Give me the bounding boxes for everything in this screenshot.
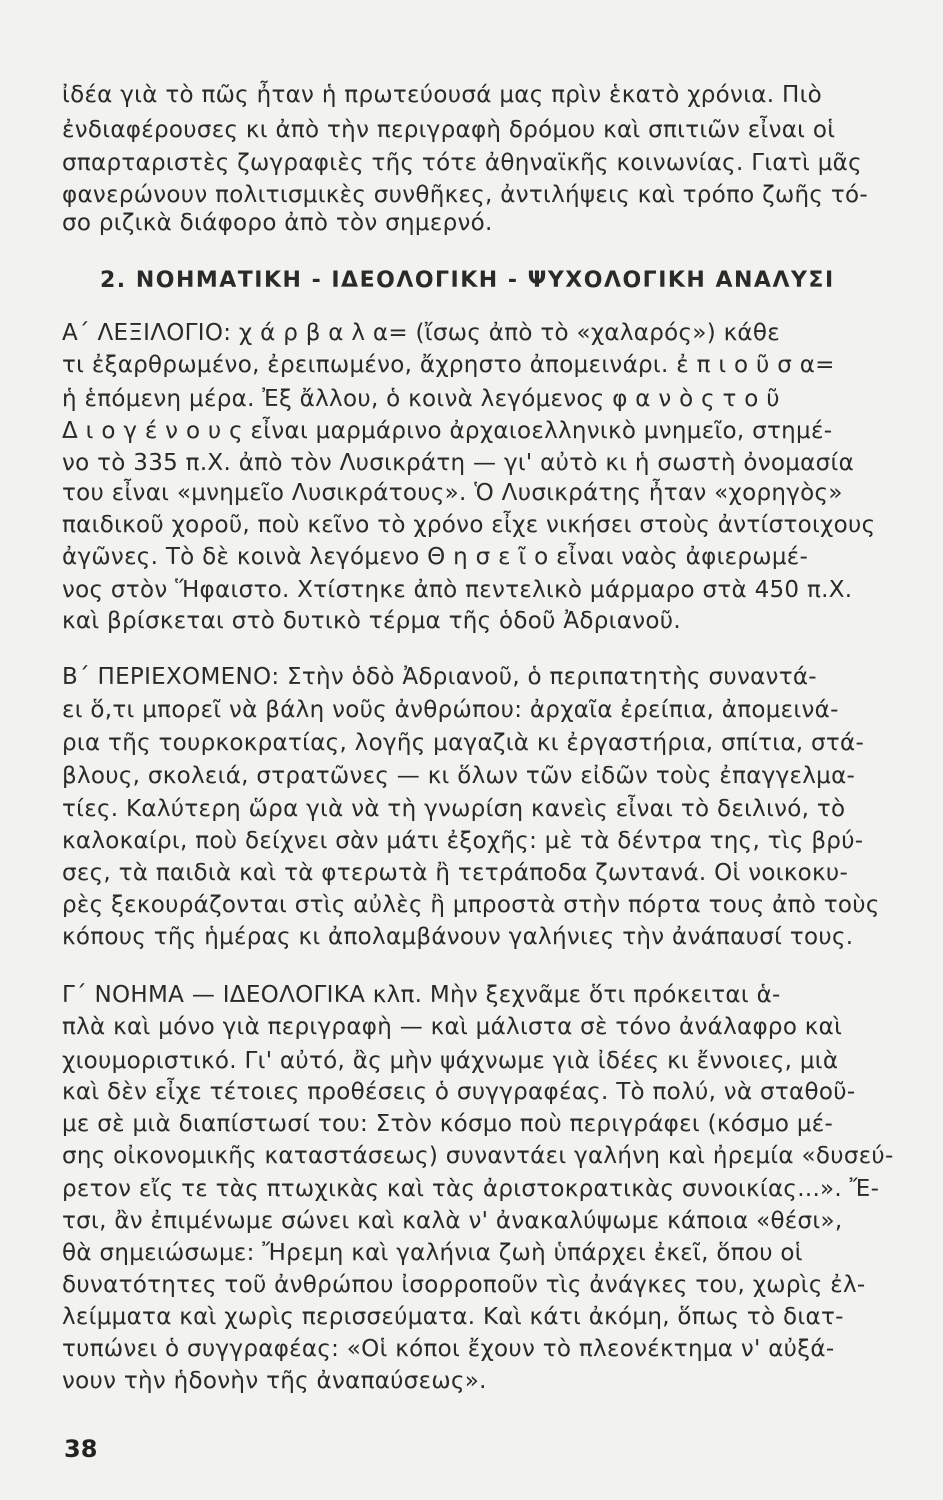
text-line: λείμματα καὶ χωρὶς περισσεύματα. Καὶ κάτι ἀκόμη, ὅπως τὸ διατ- (62, 1304, 844, 1330)
page-number: 38 (64, 1435, 98, 1463)
text-line: κόπους τῆς ἡμέρας κι ἀπολαμβάνουν γαλήνιες τὴν ἀνάπαυσί τους. (62, 924, 854, 950)
text-line: νος στὸν Ἥφαιστο. Χτίστηκε ἀπὸ πεντελικὸ μάρμαρο στὰ 450 π.Χ. (62, 577, 853, 603)
text-line: Γ΄ ΝΟΗΜΑ — ΙΔΕΟΛΟΓΙΚΑ κλπ. Μὴν ξεχνᾶμε ὅτι πρόκειται ἁ- (62, 982, 781, 1008)
text-line: ἰδέα γιὰ τὸ πῶς ἦταν ἡ πρωτεύουσά μας πρὶν ἑκατὸ χρόνια. Πιὸ (62, 82, 823, 108)
text-line: τι ἐξαρθρωμένο, ἐρειπωμένο, ἄχρηστο ἀπομεινάρι. ἐ π ι ο ῦ σ α= (62, 352, 835, 378)
text-line: σπαρταριστὲς ζωγραφιὲς τῆς τότε ἀθηναϊκῆς κοινωνίας. Γιατὶ μᾶς (62, 150, 862, 176)
text-line: Β΄ ΠΕΡΙΕΧΟΜΕΝΟ: Στὴν ὁδὸ Ἀδριανοῦ, ὁ περιπατητὴς συναντά- (62, 664, 817, 690)
text-line: καὶ δὲν εἶχε τέτοιες προθέσεις ὁ συγγραφέας. Τὸ πολύ, νὰ σταθοῦ- (62, 1079, 856, 1105)
text-line: παιδικοῦ χοροῦ, ποὺ κεῖνο τὸ χρόνο εἶχε νικήσει στοὺς ἀντίστοιχους (62, 512, 876, 538)
text-line: χιουμοριστικό. Γι' αὐτό, ἂς μὴν ψάχνωμε γιὰ ἰδέες κι ἔννοιες, μιὰ (62, 1048, 839, 1074)
text-line: τίες. Καλύτερη ὥρα γιὰ νὰ τὴ γνωρίση κανεὶς εἶναι τὸ δειλινό, τὸ (62, 796, 846, 822)
text-line: Δ ι ο γ έ ν ο υ ς εἶναι μαρμάρινο ἀρχαιοελληνικὸ μνημεῖο, στημέ- (62, 418, 833, 444)
text-line: βλους, σκολειά, στρατῶνες — κι ὅλων τῶν εἰδῶν τοὺς ἐπαγγελμα- (62, 763, 856, 789)
text-line: ἀγῶνες. Τὸ δὲ κοινὰ λεγόμενο Θ η σ ε ῖ ο εἶναι ναὸς ἀφιερωμέ- (62, 544, 809, 570)
text-line: ρια τῆς τουρκοκρατίας, λογῆς μαγαζιὰ κι ἐργαστήρια, σπίτια, στά- (62, 730, 865, 756)
text-line: καὶ βρίσκεται στὸ δυτικὸ τέρμα τῆς ὁδοῦ Ἀδριανοῦ. (62, 608, 681, 634)
text-line: νουν τὴν ἡδονὴν τῆς ἀναπαύσεως». (62, 1368, 487, 1394)
text-line: τσι, ἂν ἐπιμένωμε σώνει καὶ καλὰ ν' ἀνακαλύψωμε κάποια «θέσι», (62, 1208, 843, 1234)
text-line: σες, τὰ παιδιὰ καὶ τὰ φτερωτὰ ἢ τετράποδα ζωντανά. Οἱ νοικοκυ- (62, 860, 849, 886)
text-line: ρετον εἴς τε τὰς πτωχικὰς καὶ τὰς ἀριστοκρατικὰς συνοικίας...». Ἔ- (62, 1176, 880, 1202)
text-line: νο τὸ 335 π.Χ. ἀπὸ τὸν Λυσικράτη — γι' αὐτὸ κι ἡ σωστὴ ὀνομασία (62, 450, 855, 476)
text-line: σης οἰκονομικῆς καταστάσεως) συναντάει γαλήνη καὶ ἠρεμία «δυσεύ- (62, 1143, 894, 1169)
text-line: φανερώνουν πολιτισμικὲς συνθῆκες, ἀντιλήψεις καὶ τρόπο ζωῆς τό- (62, 182, 868, 208)
section-heading: 2. ΝΟΗΜΑΤΙΚΗ - ΙΔΕΟΛΟΓΙΚΗ - ΨΥΧΟΛΟΓΙΚΗ ΑΝΑΛΥΣΙ (100, 268, 835, 293)
text-line: πλὰ καὶ μόνο γιὰ περιγραφὴ — καὶ μάλιστα σὲ τόνο ἀνάλαφρο καὶ (62, 1014, 843, 1040)
text-line: ἡ ἑπόμενη μέρα. Ἐξ ἄλλου, ὁ κοινὰ λεγόμενος φ α ν ὸ ς τ ο ῦ (62, 386, 780, 412)
text-line: με σὲ μιὰ διαπίστωσί του: Στὸν κόσμο ποὺ περιγράφει (κόσμο μέ- (62, 1111, 834, 1137)
text-line: θὰ σημειώσωμε: Ἤρεμη καὶ γαλήνια ζωὴ ὑπάρχει ἐκεῖ, ὅπου οἱ (62, 1240, 803, 1266)
text-line: δυνατότητες τοῦ ἀνθρώπου ἰσορροποῦν τὶς ἀνάγκες του, χωρὶς ἐλ- (62, 1272, 866, 1298)
text-line: ἐνδιαφέρουσες κι ἀπὸ τὴν περιγραφὴ δρόμου καὶ σπιτιῶν εἶναι οἱ (62, 117, 836, 143)
text-line: καλοκαίρι, ποὺ δείχνει σὰν μάτι ἐξοχῆς: μὲ τὰ δέντρα της, τὶς βρύ- (62, 828, 864, 854)
text-line: σο ριζικὰ διάφορο ἀπὸ τὸν σημερνό. (62, 210, 493, 236)
text-line: τυπώνει ὁ συγγραφέας: «Οἱ κόποι ἔχουν τὸ πλεονέκτημα ν' αὐξά- (62, 1336, 835, 1362)
text-line: του εἶναι «μνημεῖο Λυσικράτους». Ὁ Λυσικράτης ἦταν «χορηγὸς» (62, 480, 843, 506)
text-line: ει ὅ,τι μπορεῖ νὰ βάλη νοῦς ἀνθρώπου: ἀρχαῖα ἐρείπια, ἀπομεινά- (62, 697, 839, 723)
text-line: Α΄ ΛΕΞΙΛΟΓΙΟ: χ ά ρ β α λ α= (ἴσως ἀπὸ τὸ «χαλαρός») κάθε (62, 320, 780, 346)
text-line: ρὲς ξεκουράζονται στὶς αὐλὲς ἢ μπροστὰ στὴν πόρτα τους ἀπὸ τοὺς (62, 892, 880, 918)
